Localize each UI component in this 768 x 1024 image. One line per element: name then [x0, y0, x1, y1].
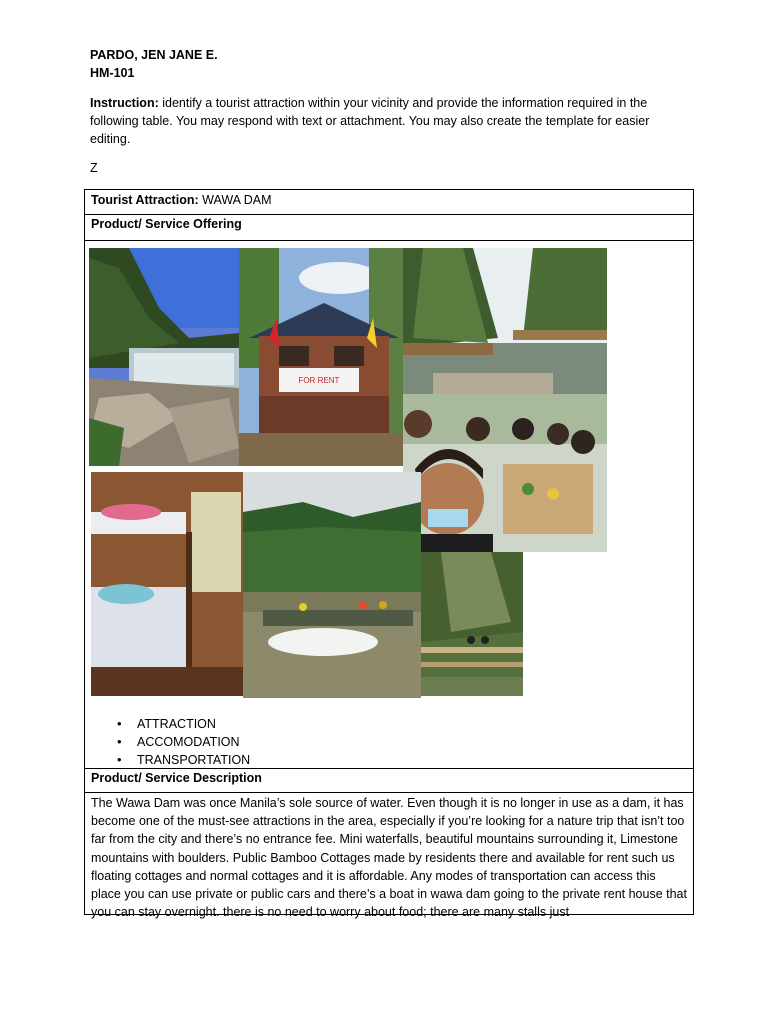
- offering-header: Product/ Service Offering: [91, 217, 242, 231]
- attraction-label: Tourist Attraction:: [91, 193, 199, 207]
- instruction-paragraph: [90, 94, 690, 148]
- table-divider: [85, 792, 693, 793]
- description-header: Product/ Service Description: [91, 771, 262, 785]
- table-divider: [85, 240, 693, 241]
- bedroom-photo: [91, 472, 243, 696]
- student-name: PARDO, JEN JANE E.: [90, 48, 218, 62]
- waterfall-photo: [89, 248, 239, 466]
- description-text: The Wawa Dam was once Manila’s sole source of water. Even though it is no longer in use as a dam, it has become one of the must-see attractions in the area, especially if you’re looking for a nature trip that isn’t too far from the city and there’s no entrance fee. Mini waterfalls, beautiful mountains surrounding it, Limestone mountains with boulders. Public Bamboo Cottages made by residents there and available for rent such us floating cottages and normal cottages and it is affordable. Any modes of transportation can access this place you can use private or public cars and there’s a boat in wawa dam going to the private rent house that you can stay overnight. there is no need to worry about food; there are many stalls just: [91, 796, 687, 920]
- rental-house-photo: [239, 248, 403, 466]
- list-item: • ATTRACTION: [105, 715, 250, 733]
- z-mark: Z: [90, 161, 98, 175]
- offering-list: [105, 715, 250, 769]
- attraction-value: WAWA DAM: [198, 193, 272, 207]
- attraction-table: [84, 189, 694, 920]
- for-rent-sign: FOR RENT: [298, 376, 340, 385]
- gorge-cottage-photo: [403, 248, 607, 394]
- instruction-label: Instruction:: [90, 96, 159, 110]
- list-item: • TRANSPORTATION: [105, 751, 250, 769]
- bamboo-bridge-photo: [421, 552, 523, 696]
- group-selfie-photo: [403, 394, 607, 552]
- course-code: HM-101: [90, 66, 135, 80]
- instruction-text: identify a tourist attraction within your vicinity and provide the information required in the following table. You may respond with text or attachment. You may also create the template for easier editing.: [90, 96, 650, 146]
- attraction-row: [91, 191, 272, 209]
- boat-river-photo: [243, 472, 421, 698]
- list-item: • ACCOMODATION: [105, 733, 250, 751]
